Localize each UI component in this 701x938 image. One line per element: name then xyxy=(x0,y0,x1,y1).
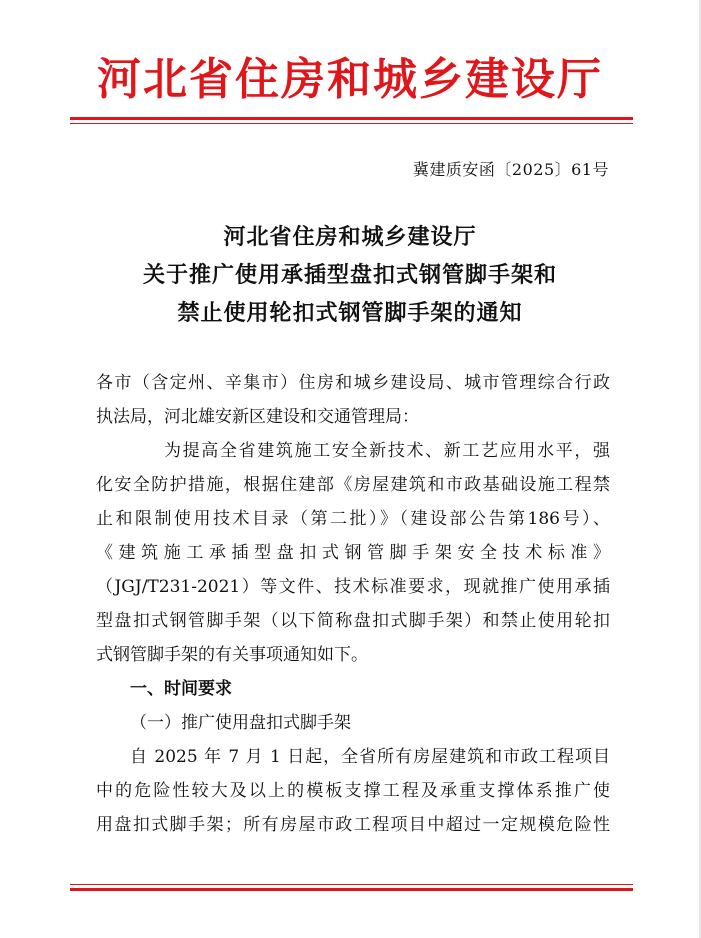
body-line: 用盘扣式脚手架；所有房屋市政工程项目中超过一定规模危险性 xyxy=(96,815,610,835)
document-body xyxy=(96,366,610,842)
body-line: 自 2025 年 7 月 1 日起，全省所有房屋建筑和市政工程项目 xyxy=(130,747,610,767)
document-number: 冀建质安函〔2025〕61号 xyxy=(412,160,609,179)
title-line: 关于推广使用承插型盘扣式钢管脚手架和 xyxy=(142,262,557,288)
addressee-line: 执法局，河北雄安新区建设和交通管理局： xyxy=(96,407,419,427)
body-line: 化安全防护措施，根据住建部《房屋建筑和市政基础设施工程禁 xyxy=(96,475,610,495)
letterhead-rule-thick xyxy=(70,117,633,120)
title-line: 禁止使用轮扣式钢管脚手架的通知 xyxy=(177,300,523,326)
footer-rule-thick xyxy=(70,888,633,891)
footer-rule-thin xyxy=(70,884,633,885)
letterhead-rule-thin xyxy=(70,123,633,124)
body-line: 《建筑施工承插型盘扣式钢管脚手架安全技术标准》 xyxy=(96,543,610,563)
section-heading: 一、时间要求 xyxy=(130,679,232,699)
body-line: 式钢管脚手架的有关事项通知如下。 xyxy=(96,645,368,665)
document-title xyxy=(60,218,640,332)
title-line: 河北省住房和城乡建设厅 xyxy=(223,224,477,250)
body-line: 为提高全省建筑施工安全新技术、新工艺应用水平，强 xyxy=(164,441,610,461)
body-line: 中的危险性较大及以上的模板支撑工程及承重支撑体系推广使 xyxy=(96,781,610,801)
body-line: （JGJ/T231-2021）等文件、技术标准要求，现就推广使用承插 xyxy=(96,577,610,597)
letterhead-title: 河北省住房和城乡建设厅 xyxy=(97,54,603,105)
subsection-heading: （一）推广使用盘扣式脚手架 xyxy=(130,713,351,733)
body-line: 型盘扣式钢管脚手架（以下简称盘扣式脚手架）和禁止使用轮扣 xyxy=(96,611,610,631)
body-line: 止和限制使用技术目录（第二批）》（建设部公告第186号）、 xyxy=(96,509,610,529)
addressee-line: 各市（含定州、辛集市）住房和城乡建设局、城市管理综合行政 xyxy=(96,373,610,393)
